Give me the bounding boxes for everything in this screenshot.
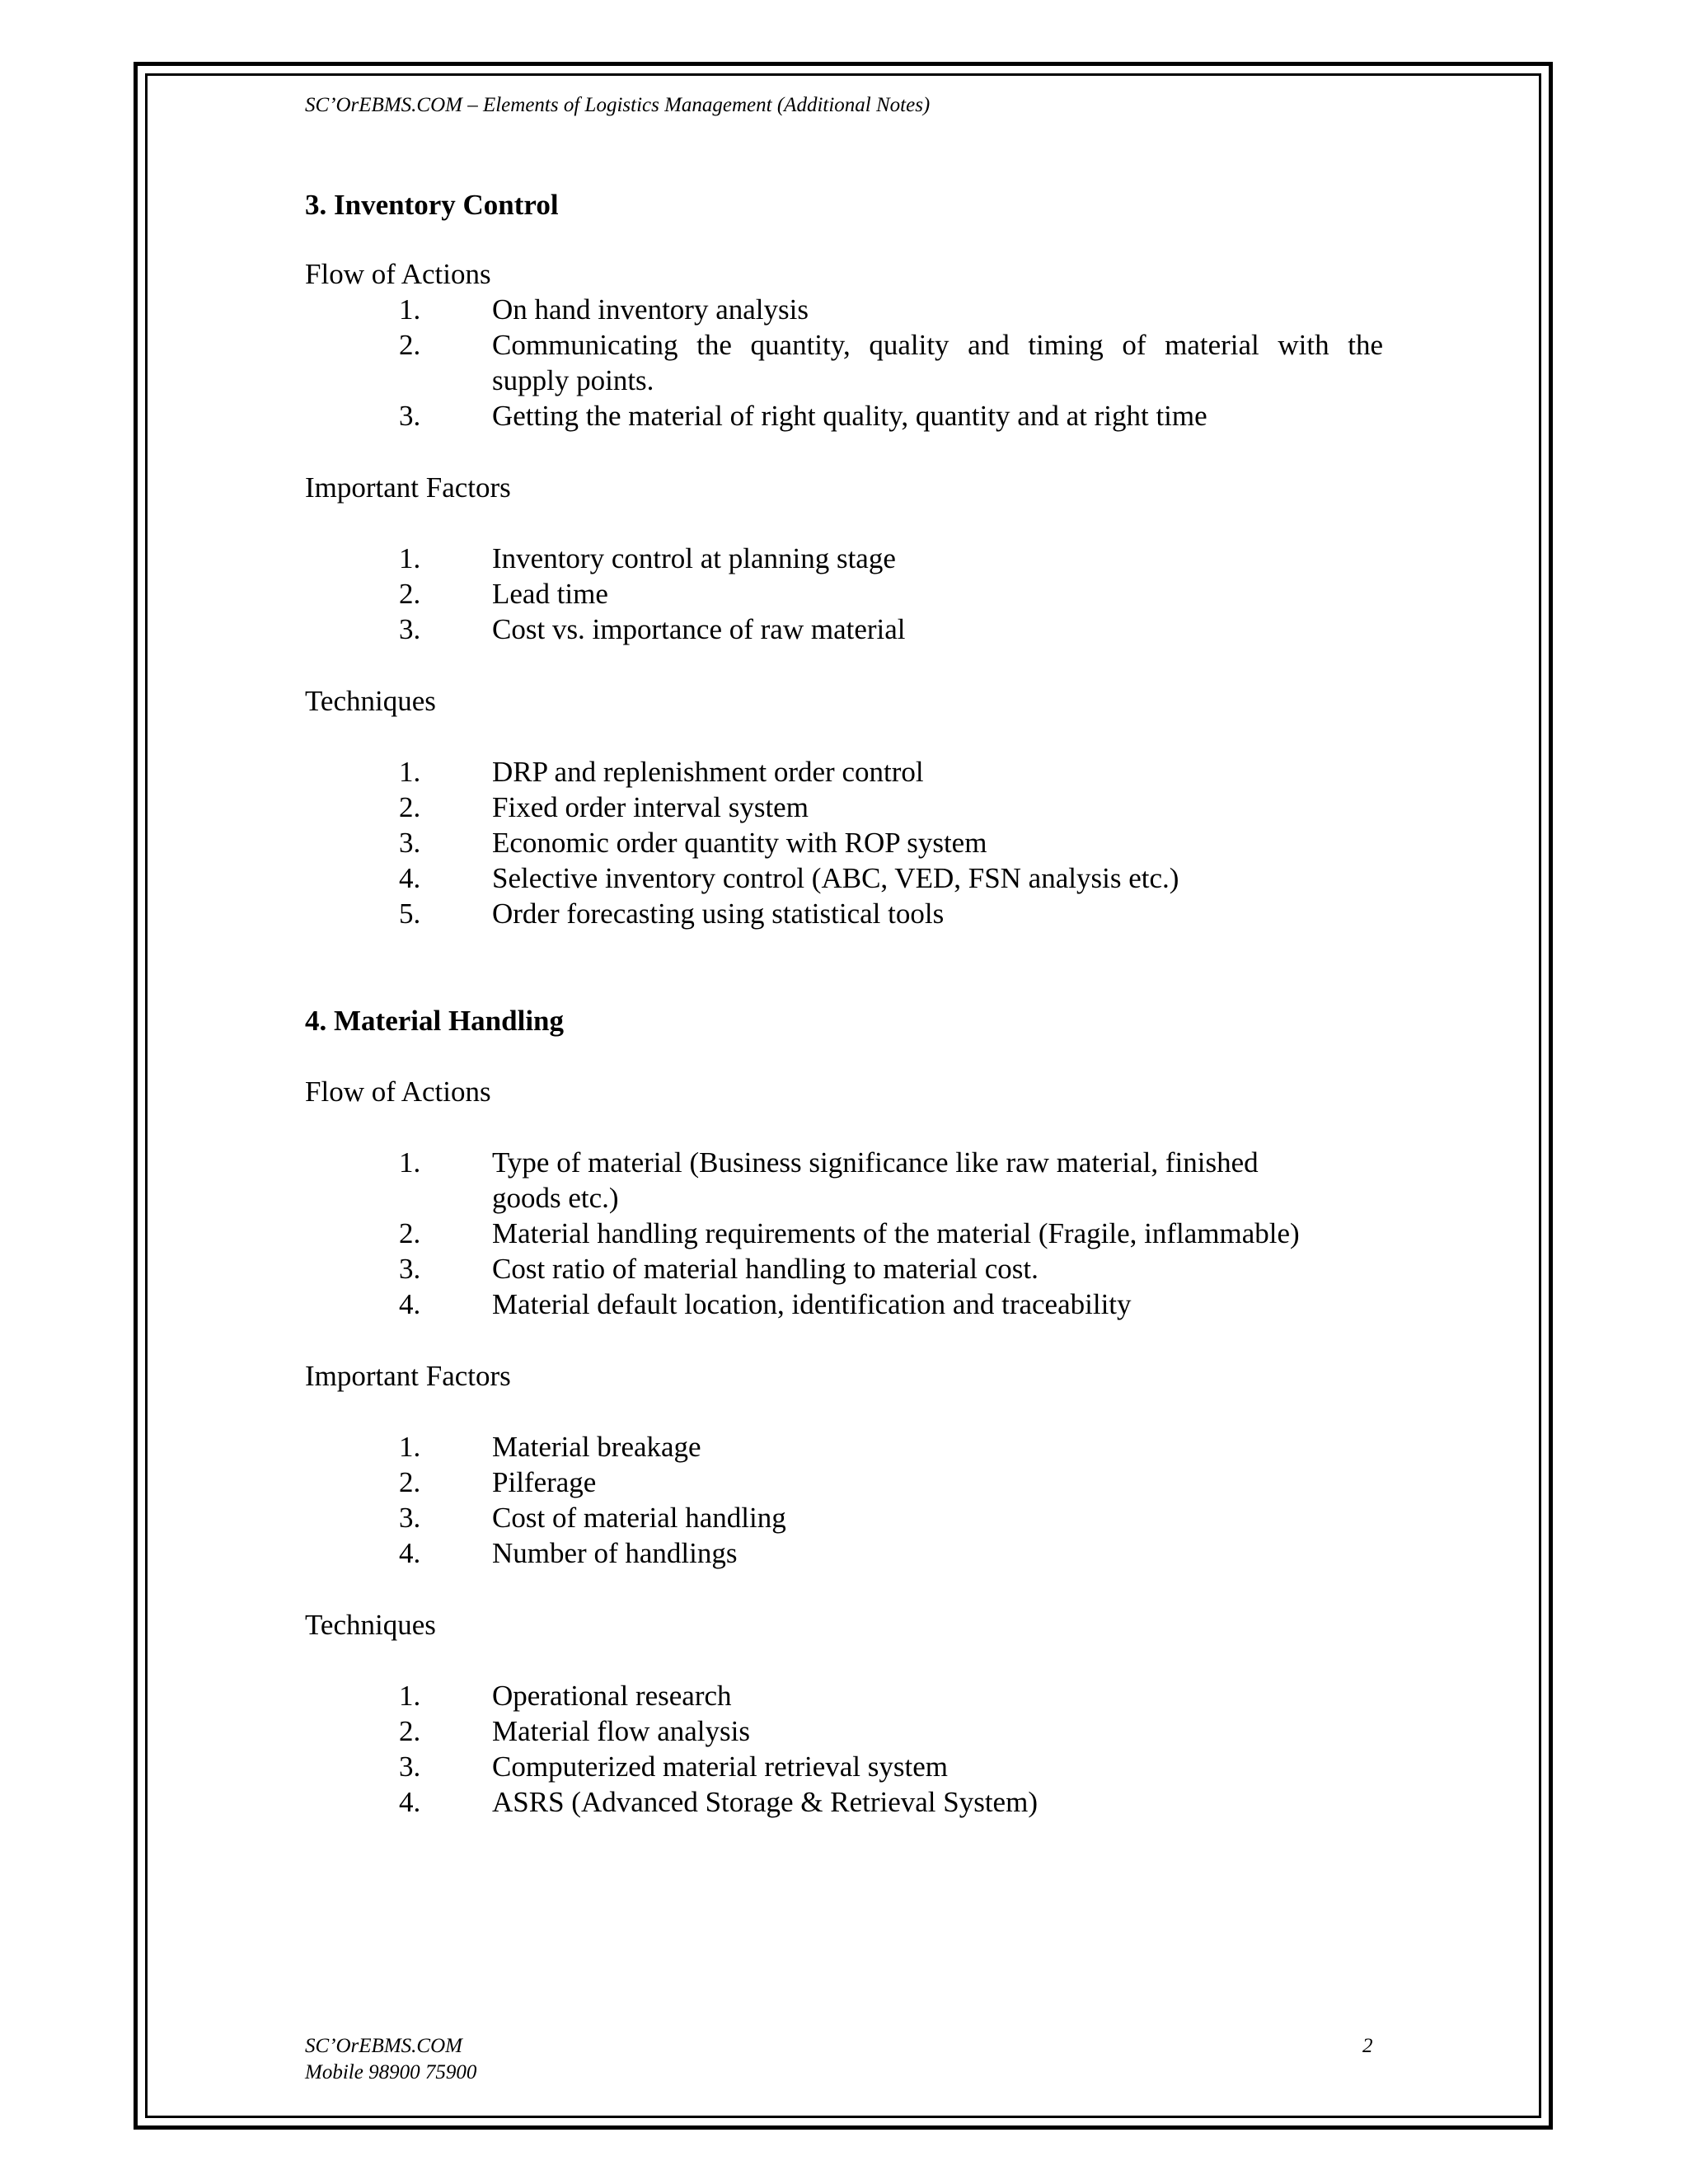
- list-number: 2.: [399, 791, 421, 823]
- list-text: Number of handlings: [492, 1537, 738, 1569]
- subheading-important-factors: Important Factors: [305, 1360, 511, 1392]
- list-text: Economic order quantity with ROP system: [492, 827, 987, 859]
- list-number: 4.: [399, 1786, 421, 1818]
- list-number: 3.: [399, 1253, 421, 1285]
- list-text: Lead time: [492, 578, 608, 610]
- list-text: ASRS (Advanced Storage & Retrieval System): [492, 1786, 1038, 1818]
- list-text: Operational research: [492, 1680, 732, 1712]
- list-text: Communicating the quantity, quality and timing of material with the: [492, 329, 1383, 361]
- list-number: 4.: [399, 1537, 421, 1569]
- list-text: Getting the material of right quality, quantity and at right time: [492, 400, 1207, 432]
- list-text: Material default location, identification and traceability: [492, 1288, 1132, 1320]
- list-number: 1.: [399, 1146, 421, 1179]
- subheading-techniques: Techniques: [305, 1609, 436, 1641]
- list-text: Type of material (Business significance like raw material, finished: [492, 1146, 1259, 1179]
- list-number: 3.: [399, 613, 421, 645]
- section-title-inventory-control: 3. Inventory Control: [305, 189, 559, 221]
- list-text: Material flow analysis: [492, 1715, 750, 1747]
- list-text: Inventory control at planning stage: [492, 542, 896, 574]
- list-text: Order forecasting using statistical tools: [492, 898, 945, 930]
- list-text: Cost ratio of material handling to material cost.: [492, 1253, 1039, 1285]
- list-text: Material breakage: [492, 1431, 701, 1463]
- list-text: Computerized material retrieval system: [492, 1750, 948, 1783]
- list-number: 3.: [399, 400, 421, 432]
- list-number: 5.: [399, 898, 421, 930]
- list-number: 1.: [399, 1680, 421, 1712]
- list-number: 3.: [399, 1750, 421, 1783]
- subheading-techniques: Techniques: [305, 685, 436, 717]
- subheading-flow-of-actions: Flow of Actions: [305, 1076, 491, 1108]
- list-number: 2.: [399, 1217, 421, 1249]
- list-number: 1.: [399, 1431, 421, 1463]
- list-number: 4.: [399, 862, 421, 894]
- list-text-continuation: supply points.: [492, 364, 654, 396]
- list-text: Cost of material handling: [492, 1502, 786, 1534]
- subheading-important-factors: Important Factors: [305, 471, 511, 504]
- list-text: Selective inventory control (ABC, VED, FSN analysis etc.): [492, 862, 1179, 894]
- list-text: Cost vs. importance of raw material: [492, 613, 906, 645]
- list-number: 2.: [399, 578, 421, 610]
- list-text: Pilferage: [492, 1466, 597, 1498]
- page-number: 2: [1362, 2035, 1373, 2057]
- list-number: 3.: [399, 1502, 421, 1534]
- running-header: SC’OrEBMS.COM – Elements of Logistics Management (Additional Notes): [305, 94, 931, 116]
- section-title-material-handling: 4. Material Handling: [305, 1005, 565, 1037]
- list-number: 3.: [399, 827, 421, 859]
- list-text: On hand inventory analysis: [492, 293, 809, 326]
- list-text: Material handling requirements of the material (Fragile, inflammable): [492, 1217, 1300, 1249]
- list-text-continuation: goods etc.): [492, 1182, 619, 1214]
- subheading-flow-of-actions: Flow of Actions: [305, 258, 491, 290]
- list-text: DRP and replenishment order control: [492, 756, 924, 788]
- footer-site: SC’OrEBMS.COM: [305, 2035, 462, 2057]
- list-number: 1.: [399, 542, 421, 574]
- list-number: 4.: [399, 1288, 421, 1320]
- list-number: 2.: [399, 329, 421, 361]
- list-number: 1.: [399, 756, 421, 788]
- list-number: 1.: [399, 293, 421, 326]
- list-number: 2.: [399, 1715, 421, 1747]
- list-number: 2.: [399, 1466, 421, 1498]
- footer-mobile: Mobile 98900 75900: [305, 2061, 477, 2083]
- list-text: Fixed order interval system: [492, 791, 809, 823]
